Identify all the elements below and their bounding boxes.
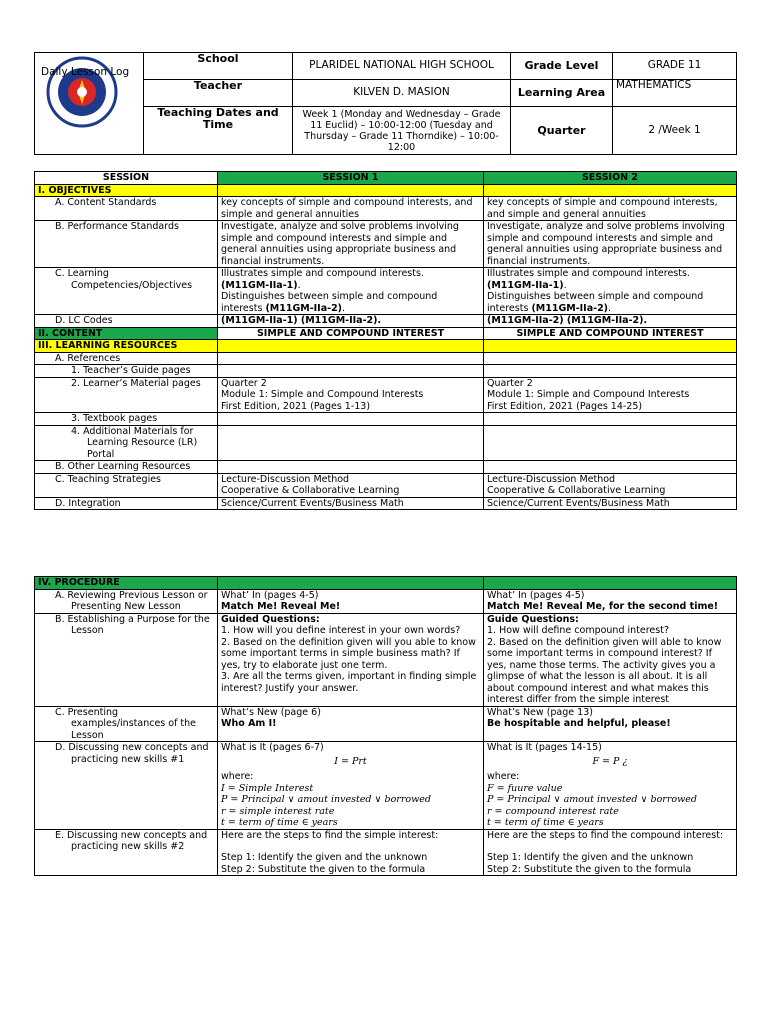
procedure-b-s2: Guide Questions: 1. How will define compound interest? 2. Based on the definition given will able to know some important terms in compound interest? If yes, name those terms. The activity gives you a glimpse of what the lesson is all about. It is all about compound interest and what makes this interest differ from the simple interest [484, 613, 737, 706]
learning-area-label: Learning Area [511, 80, 613, 107]
school-name: PLARIDEL NATIONAL HIGH SCHOOL [293, 53, 511, 80]
content-heading: II. CONTENT [35, 327, 218, 340]
quarter-value: 2 /Week 1 [613, 107, 737, 155]
objectives-heading: I. OBJECTIVES [35, 184, 218, 197]
performance-standards-s2: Investigate, analyze and solve problems involving simple and compound interests and simple and general annuities using appropriate business and financial instruments. [484, 221, 737, 268]
learning-resources-heading: III. LEARNING RESOURCES [35, 340, 218, 353]
quarter-label: Quarter [511, 107, 613, 155]
daily-lesson-log-title: Daily Lesson Log [41, 66, 130, 78]
header-table [34, 52, 737, 155]
textbook-pages-label: 3. Textbook pages [35, 413, 218, 426]
lesson-table-1 [34, 171, 737, 510]
competencies-s2: Illustrates simple and compound interests. (M11GM-IIa-1). Distinguishes between simple and compound interests (M11GM-IIa-2). [484, 268, 737, 315]
content-standards-label: A. Content Standards [35, 197, 218, 221]
content-standards-s2: key concepts of simple and compound interests, and simple and general annuities [484, 197, 737, 221]
competency-code: (M11GM-IIa-1) [487, 279, 564, 291]
teaching-strategies-s1: Lecture-Discussion Method Cooperative & Collaborative Learning [218, 473, 484, 497]
integration-s1: Science/Current Events/Business Math [218, 497, 484, 510]
teacher-label: Teacher [144, 80, 293, 107]
procedure-a-label: A. Reviewing Previous Lesson or Presenting New Lesson [35, 589, 218, 613]
competency-text: Distinguishes between simple and compound interests [221, 291, 438, 314]
grade-level-label: Grade Level [511, 53, 613, 80]
content-s1: SIMPLE AND COMPOUND INTEREST [218, 327, 484, 340]
teachers-guide-label: 1. Teacher’s Guide pages [35, 365, 218, 378]
lc-codes-s1: (M11GM-IIa-1) (M11GM-IIa-2). [218, 315, 484, 328]
procedure-d-s2: What is It (pages 14-15) F = P ¿ where: F = fuure value P = Principal ∨ amout invested ∨ borrowed r = compound interest rate t = term of time ∈ years [484, 742, 737, 830]
teaching-dates-value: Week 1 (Monday and Wednesday – Grade 11 Euclid) – 10:00-12:00 (Tuesday and Thursday – Grade 11 Thorndike) – 10:00-12:00 [293, 107, 511, 155]
competency-text: Distinguishes between simple and compound interests [487, 291, 704, 314]
references-label: A. References [35, 352, 218, 365]
performance-standards-label: B. Performance Standards [35, 221, 218, 268]
integration-label: D. Integration [35, 497, 218, 510]
logo-cell [35, 53, 144, 155]
integration-s2: Science/Current Events/Business Math [484, 497, 737, 510]
teacher-name: KILVEN D. MASION [293, 80, 511, 107]
grade-level-value: GRADE 11 [613, 53, 737, 80]
learners-material-label: 2. Learner’s Material pages [35, 377, 218, 413]
competencies-label: C. Learning Competencies/Objectives [35, 268, 218, 315]
procedure-b-label: B. Establishing a Purpose for the Lesson [35, 613, 218, 706]
lesson-table-2 [34, 576, 737, 876]
teaching-dates-label: Teaching Dates and Time [144, 107, 293, 155]
other-resources-label: B. Other Learning Resources [35, 461, 218, 474]
procedure-heading: IV. PROCEDURE [35, 577, 218, 590]
procedure-c-s1: What’s New (page 6) Who Am I! [218, 706, 484, 742]
procedure-b-s1: Guided Questions: 1. How will you define interest in your own words? 2. Based on the definition given will you able to know some important terms in simple business math? If yes, try to elaborate just one term. 3. Are all the terms given, important in finding simple interest? Justify your answer. [218, 613, 484, 706]
competency-code: (M11GM-IIa-1) [221, 279, 298, 291]
procedure-a-s1: What’ In (pages 4-5) Match Me! Reveal Me! [218, 589, 484, 613]
procedure-a-s2: What’ In (pages 4-5) Match Me! Reveal Me, for the second time! [484, 589, 737, 613]
lc-codes-s2: (M11GM-IIa-2) (M11GM-IIa-2). [484, 315, 737, 328]
session-2-header: SESSION 2 [484, 172, 737, 185]
teaching-strategies-s2: Lecture-Discussion Method Cooperative & Collaborative Learning [484, 473, 737, 497]
competency-text: Illustrates simple and compound interests. [221, 268, 424, 279]
session-header: SESSION [35, 172, 218, 185]
procedure-d-s1: What is It (pages 6-7) I = Prt where: I = Simple Interest P = Principal ∨ amout invested ∨ borrowed r = simple interest rate t = term of time ∈ years [218, 742, 484, 830]
competency-text: Illustrates simple and compound interests. [487, 268, 690, 279]
learning-area-value: MATHEMATICS [613, 80, 737, 107]
content-standards-s1: key concepts of simple and compound interests, and simple and general annuities [218, 197, 484, 221]
session-1-header: SESSION 1 [218, 172, 484, 185]
procedure-e-label: E. Discussing new concepts and practicing new skills #2 [35, 829, 218, 876]
performance-standards-s1: Investigate, analyze and solve problems involving simple and compound interests and simple and general annuities using appropriate business and financial instruments. [218, 221, 484, 268]
lc-codes-label: D. LC Codes [35, 315, 218, 328]
procedure-d-label: D. Discussing new concepts and practicing new skills #1 [35, 742, 218, 830]
competency-code: (M11GM-IIa-2) [531, 302, 609, 314]
school-label: School [144, 53, 293, 80]
procedure-e-s1: Here are the steps to find the simple interest: Step 1: Identify the given and the unknown Step 2: Substitute the given to the formula [218, 829, 484, 876]
additional-materials-label: 4. Additional Materials for Learning Resource (LR) Portal [35, 425, 218, 461]
learners-material-s1: Quarter 2 Module 1: Simple and Compound Interests First Edition, 2021 (Pages 1-13) [218, 377, 484, 413]
compound-interest-formula: F = P ¿ [592, 755, 628, 767]
teaching-strategies-label: C. Teaching Strategies [35, 473, 218, 497]
procedure-c-label: C. Presenting examples/instances of the Lesson [35, 706, 218, 742]
content-s2: SIMPLE AND COMPOUND INTEREST [484, 327, 737, 340]
procedure-c-s2: What’s New (page 13) Be hospitable and helpful, please! [484, 706, 737, 742]
competencies-s1: Illustrates simple and compound interests. (M11GM-IIa-1). Distinguishes between simple and compound interests (M11GM-IIa-2). [218, 268, 484, 315]
simple-interest-formula: I = Prt [334, 755, 367, 767]
procedure-e-s2: Here are the steps to find the compound interest: Step 1: Identify the given and the unknown Step 2: Substitute the given to the formula [484, 829, 737, 876]
learners-material-s2: Quarter 2 Module 1: Simple and Compound Interests First Edition, 2021 (Pages 14-25) [484, 377, 737, 413]
competency-code: (M11GM-IIa-2) [265, 302, 343, 314]
